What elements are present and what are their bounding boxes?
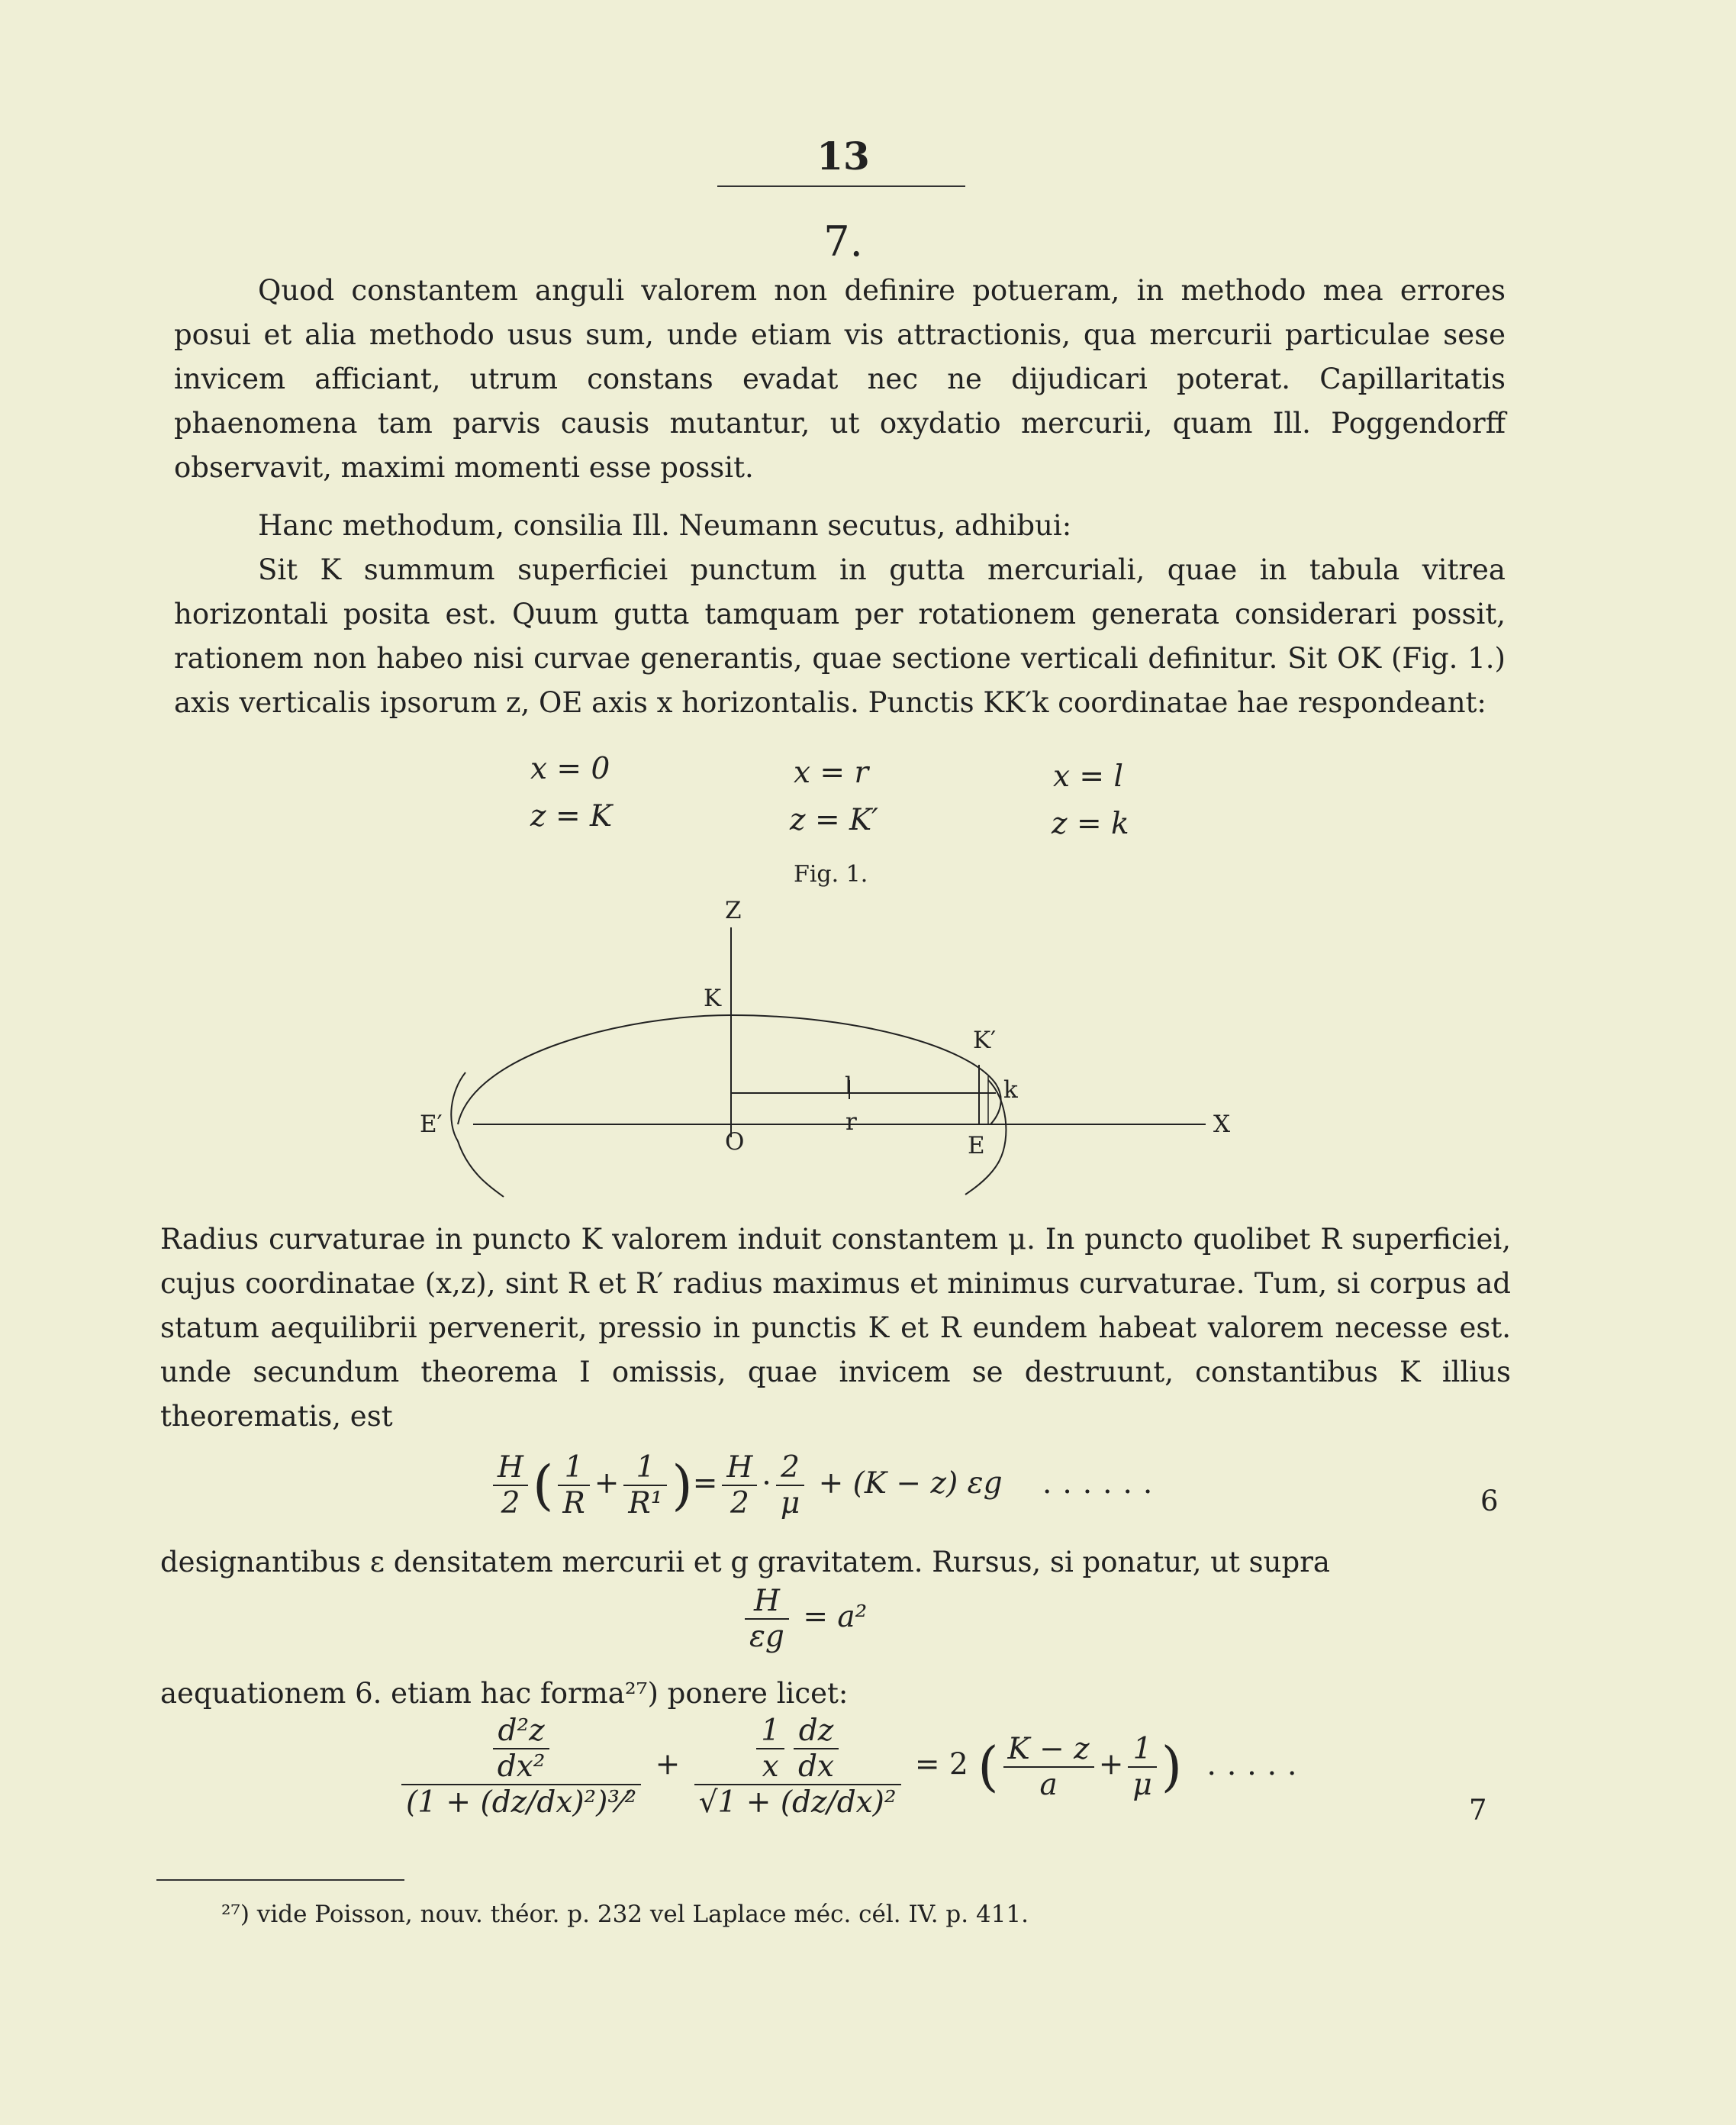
coord-x2: x = r [794,756,869,790]
eq7-d2z-frac: $\frac{\text{d²z}}{\text{dx²}}$ [493,1714,550,1784]
fig-label-l: l [845,1072,852,1100]
paragraph-3-text: Sit K summum superficiei punctum in gutta mercuriali, quae in tabula vitrea horizontali posita est. Quum gutta tamquam per rotationem generata considerari possit, rationem non habeo nisi curvae generantis, quae sectione verticali definitur. Sit OK (Fig. 1.) axis verticalis ipsorum z, OE axis x horizontalis. Punctis KK′k coordinatae hae respondeant: [174,553,1506,719]
paragraph-3 [174,548,1506,725]
fig-label-x: X [1213,1111,1231,1138]
eq7-frac-2: $\frac{1}{x}$ $\frac{dz}{dx}$ √1 + (dz/dx)² [694,1714,901,1820]
paragraph-1-text: Quod constantem anguli valorem non definire potueram, in methodo mea errores posui et alia methodo usus sum, unde etiam vis attractionis, qua mercurii particulae sese invicem afficiant, utrum constans evadat nec ne dijudicari poterat. Capillaritatis phaenomena tam parvis causis mutantur, ut oxydatio mercurii, quam Ill. Poggendorff observavit, maximi momenti esse possit. [174,274,1506,484]
eq7-frac-1: $\frac{\frac{\text{d²z}}{\text{dx²}}}{\text{(1 + (dz/dx)²)³⁄²}}$ [401,1714,641,1820]
fig-label-r: r [845,1108,857,1136]
eqa-frac: $\frac{H}{\varepsilon g}$ [745,1584,789,1654]
equation-6: $\frac{H}{2}$ ( $\frac{1}{R}$ + $\frac{1}{\text{R¹}}$ )= $\frac{H}{2}$ · $\frac{2}{\mu}$ + (K − z) εg ...... [488,1450,1163,1520]
paragraph-6-text: aequationem 6. etiam hac forma²⁷) ponere licet: [160,1677,849,1710]
paragraph-1 [174,269,1506,490]
equation-a: $\frac{H}{\varepsilon g}$ = a² [740,1584,867,1654]
paragraph-5-text: designantibus ε densitatem mercurii et g gravitatem. Rursus, si ponatur, ut supra [160,1546,1330,1578]
paragraph-4 [160,1217,1511,1439]
fig-label-origin: O [725,1128,745,1156]
footnote: ²⁷) vide Poisson, nouv. théor. p. 232 vel Laplace méc. cél. IV. p. 411. [221,1901,1029,1928]
coord-z3: z = k [1052,807,1129,841]
drop-curve-left [451,1072,504,1197]
paragraph-4-text: Radius curvaturae in puncto K valorem induit constantem μ. In puncto quolibet R superficiei, cujus coordinatae (x,z), sint R et R′ radius maximus et minimus curvaturae. Tum, si corpus ad statum aequilibrii pervenerit, pressio in punctis K et R eundem habeat valorem necesse est. unde secundum theorema I omissis, quae invicem se destruunt, constantibus K illius theorematis, est [160,1223,1511,1433]
fig-label-e: E [968,1132,985,1159]
equation-7: $\frac{\frac{\text{d²z}}{\text{dx²}}}{\text{(1 + (dz/dx)²)³⁄²}}$ + $\frac{1}{x}$ $\frac{dz}{dx}$ √1 + (dz/dx)² = 2 ( $\frac{K - z}{a}$ + $\frac{1}{\mu}$ ) ..... [397,1714,1307,1820]
footnote-rule [156,1879,404,1881]
eq6-number: 6 [1480,1485,1499,1517]
coord-z1: z = K [530,799,613,834]
header-rule [717,185,965,187]
fig-label-k: K [704,985,722,1012]
eq6-frac-1r: $\frac{1}{R}$ [558,1450,589,1520]
eq7-number: 7 [1469,1794,1487,1827]
drop-curve-upper [458,1015,1001,1124]
paragraph-5 [160,1540,1511,1585]
section-number: 7. [823,218,863,266]
eq6-frac-1r1: $\frac{1}{\text{R¹}}$ [623,1450,667,1520]
eq7-1x-frac: $\frac{1}{x}$ [756,1714,784,1784]
fig-label-kprime: K′ [973,1027,997,1054]
paragraph-2-text: Hanc methodum, consilia Ill. Neumann secutus, adhibui: [258,509,1072,542]
coord-x3: x = l [1053,759,1123,794]
eq7-1mu-frac: $\frac{1}{\mu}$ [1128,1732,1156,1802]
eq6-frac-h2: $\frac{H}{2}$ [493,1450,528,1520]
fig-label-eprime: E′ [420,1111,443,1138]
figure-caption: Fig. 1. [794,861,868,888]
eq7-kz-frac: $\frac{K - z}{a}$ [1003,1732,1094,1802]
eq6-frac-h2b: $\frac{H}{2}$ [722,1450,757,1520]
coord-z2: z = K′ [790,803,879,837]
paragraph-6 [160,1672,1511,1716]
page-number: 13 [816,134,870,179]
fig-label-small-k: k [1003,1076,1018,1104]
paragraph-2 [174,504,1506,548]
fig-label-z: Z [725,897,742,924]
eq6-frac-2mu: $\frac{2}{\mu}$ [776,1450,804,1520]
coord-x1: x = 0 [530,752,610,786]
eq7-dzdx-frac: $\frac{dz}{dx}$ [794,1714,839,1784]
